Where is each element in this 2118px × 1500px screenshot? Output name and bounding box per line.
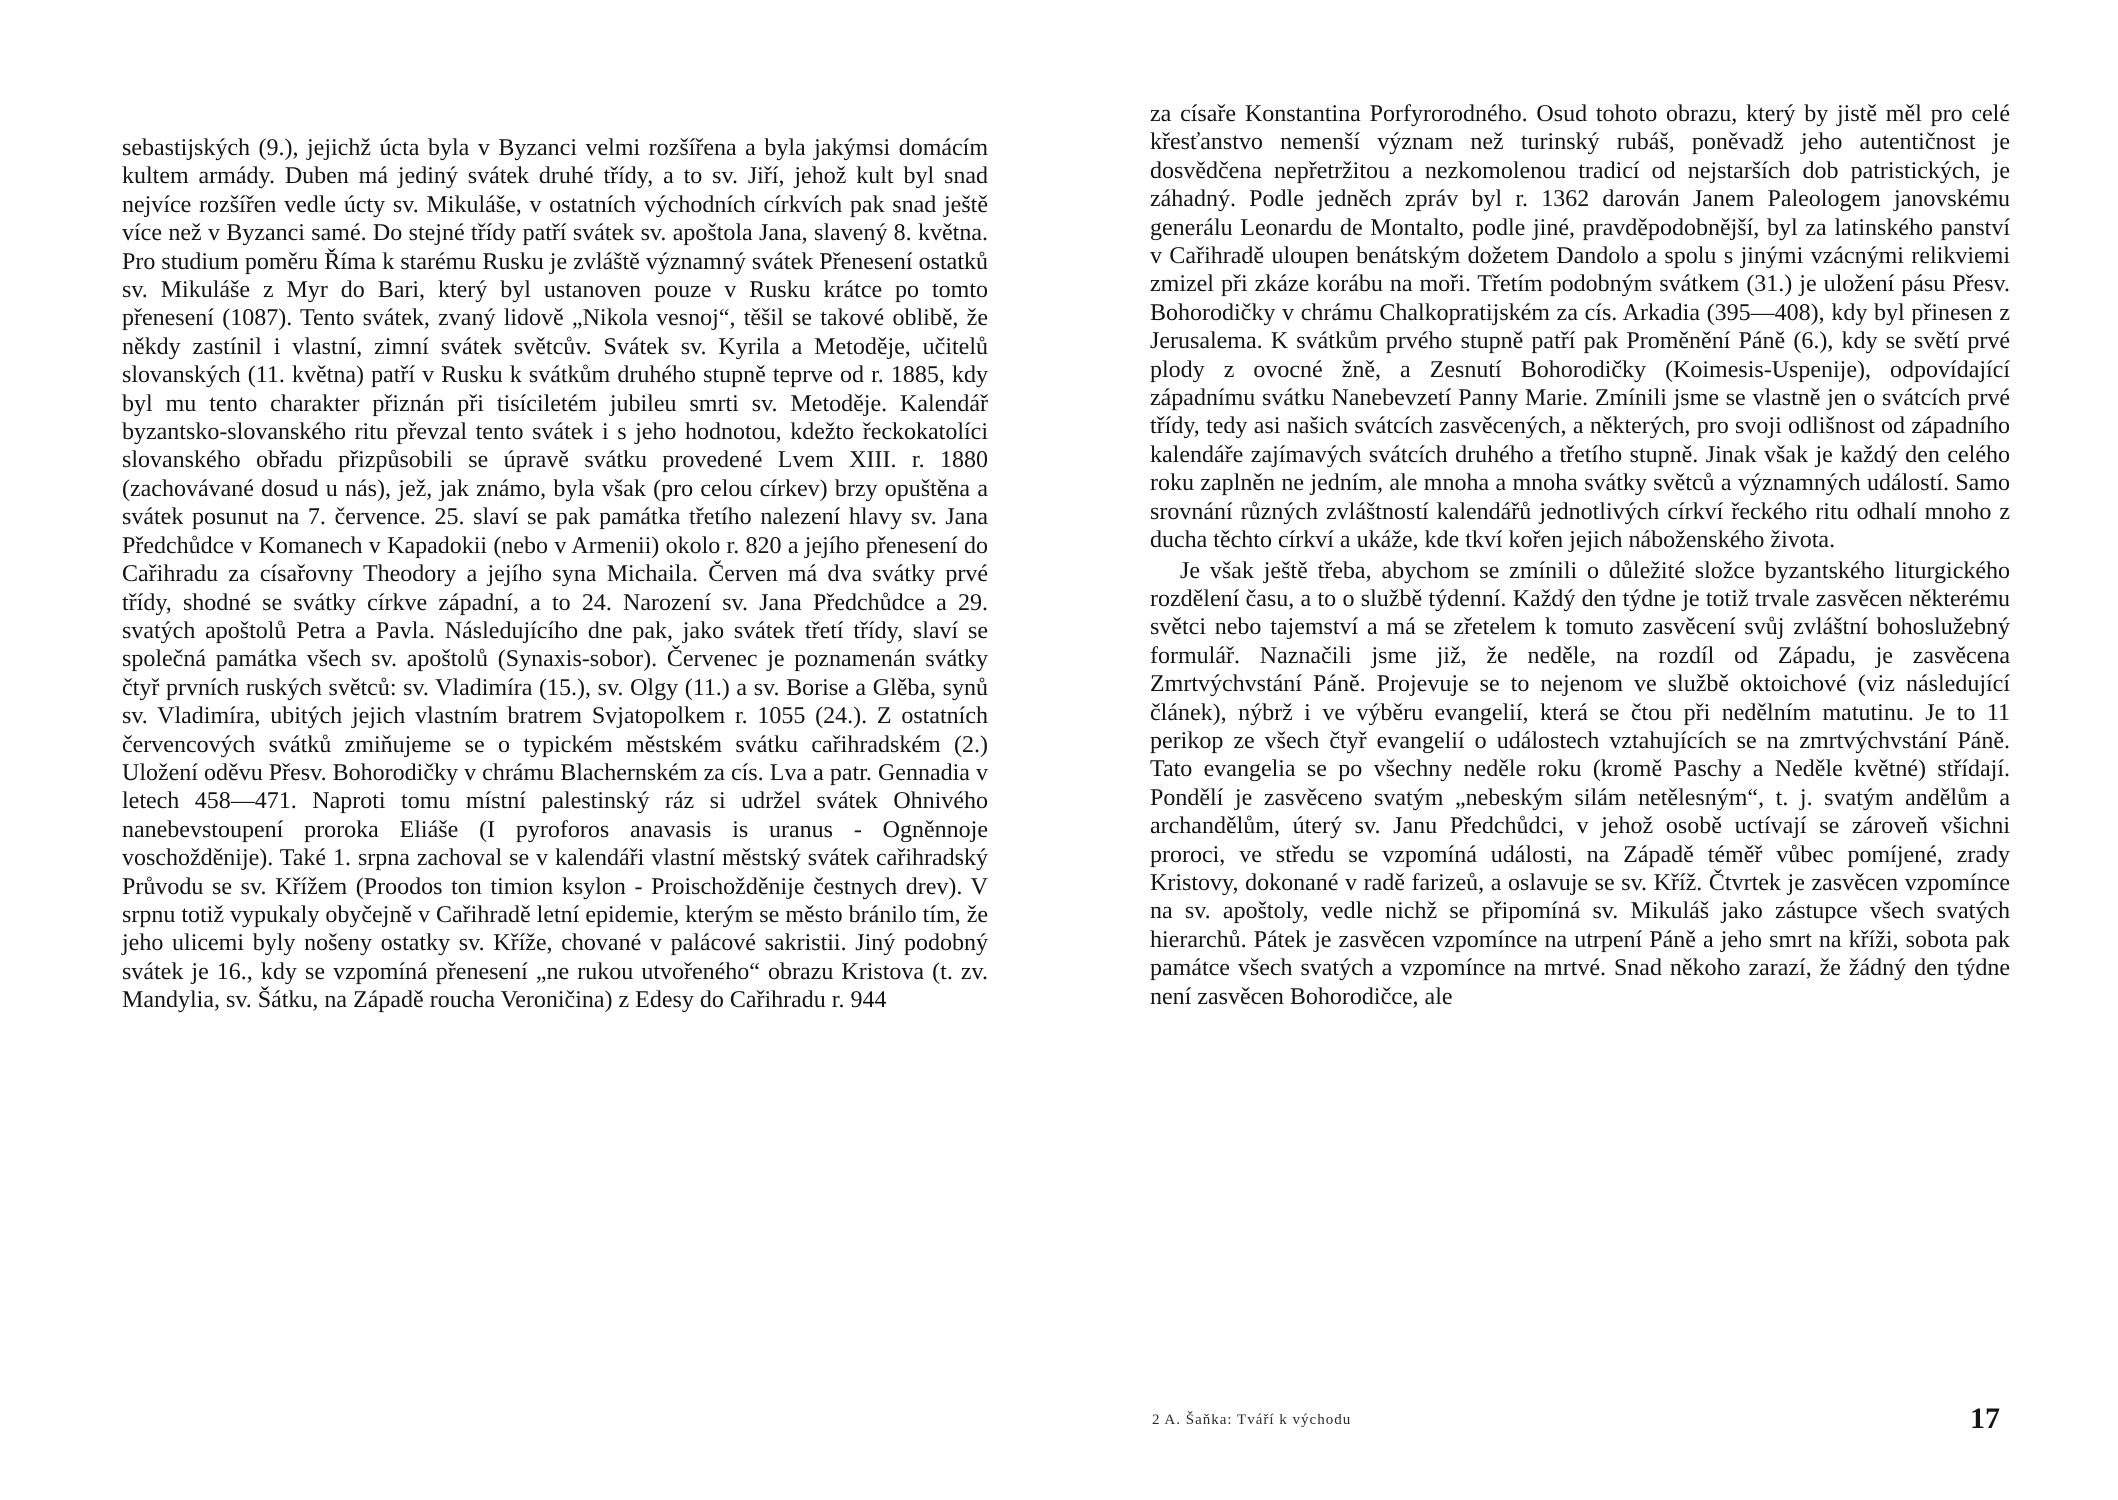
left-paragraph-1: sebastijských (9.), jejichž úcta byla v Byzanci velmi rozšířena a byla jakýmsi domácím kultem armády. Duben má jediný svátek druhé třídy, a to sv. Jiří, jehož kult byl snad nejvíce rozšířen vedle úcty sv. Mikuláše, v ostatních východních církvích pak snad ještě více než v Byzanci samé. Do stejné třídy patří svátek sv. apoštola Jana, slavený 8. května. Pro studium poměru Říma k starému Rusku je zvláště významný svátek Přenesení ostatků sv. Mikuláše z Myr do Bari, který byl ustanoven pouze v Rusku krátce po tomto přenesení (1087). Tento svátek, zvaný lidově „Nikola vesnoj“, těšil se takové oblibě, že někdy zastínil i vlastní, zimní svátek světcův. Svátek sv. Kyrila a Metoděje, učitelů slovanských (11. května) patří v Rusku k svátkům druhého stupně teprve od r. 1885, kdy byl mu tento charakter přiznán při tisíciletém jubileu smrti sv. Metoděje. Kalendář byzantsko-slovanského ritu převzal tento svátek i s jeho hodnotou, kdežto řeckokatolíci slovanského obřadu přizpůsobili se úpravě svátku provedené Lvem XIII. r. 1880 (zachovávané dosud u nás), jež, jak známo, byla však (pro celou církev) brzy opuštěna a svátek posunut na 7. července. 25. slaví se pak památka třetího nalezení hlavy sv. Jana Předchůdce v Komanech v Kapadokii (nebo v Armenii) okolo r. 820 a jejího přenesení do Cařihradu za císařovny Theodory a jejího syna Michaila. Červen má dva svátky prvé třídy, shodné se svátky církve západní, a to 24. Narození sv. Jana Předchůdce a 29. svatých apoštolů Petra a Pavla. Následujícího dne pak, jako svátek třetí třídy, slaví se společná památka všech sv. apoštolů (Synaxis-sobor). Červenec je poznamenán svátky čtyř prvních ruských světců: sv. Vladimíra (15.), sv. Olgy (11.) a sv. Borise a Glěba, synů sv. Vladimíra, ubitých jejich vlastním bratrem Svjatopolkem r. 1055 (24.). Z ostatních červencových svátků zmiňujeme se o typickém městském svátku cařihradském (2.) Uložení oděvu Přesv. Bohorodičky v chrámu Blachernském za cís. Lva a patr. Gennadia v letech 458—471. Naproti tomu místní palestinský ráz si udržel svátek Ohnivého nanebevstoupení proroka Eliáše (I pyroforos anavasis is uranus - Ogněnnoje voschožděnije). Také 1. srpna zachoval se v kalendáři vlastní městský svátek cařihradský Průvodu se sv. Křížem (Proodos ton timion ksylon - Proischožděnije čestnych drev). V srpnu totiž vypukaly obyčejně v Cařihradě letní epidemie, kterým se město bránilo tím, že jeho ulicemi byly nošeny ostatky sv. Kříže, chované v palácové sakristii. Jiný podobný svátek je 16., kdy se vzpomíná přenesení „ne rukou utvořeného“ obrazu Kristova (t. zv. Mandylia, sv. Šátku, na Západě roucha Veroničina) z Edesy do Cařihradu r. 944 <box>122 135 988 1014</box>
left-page-text <box>122 134 988 1015</box>
right-paragraph-2: Je však ještě třeba, abychom se zmínili o důležité složce byzantského liturgického rozdělení času, a to o službě týdenní. Každý den týdne je totiž trvale zasvěcen některému světci nebo tajemství a má se zřetelem k tomuto zasvěcení svůj zvláštní bohoslužebný formulář. Naznačili jsme již, že neděle, na rozdíl od Západu, je zasvěcena Zmrtvýchvstání Páně. Projevuje se to nejenom ve službě oktoichové (viz následující článek), nýbrž i ve výběru evangelií, která se čtou při nedělním matutinu. Je to 11 perikop ze všech čtyř evangelií o událostech vztahujících se na zmrtvýchvstání Páně. Tato evangelia se po všechny neděle roku (kromě Paschy a Neděle květné) střídají. Pondělí je zasvěceno svatým „nebeským silám netělesným“, t. j. svatým andělům a archandělům, úterý sv. Janu Předchůdci, v jehož osobě uctívají se zároveň všichni proroci, ve středu se vzpomíná události, na Západě téměř vůbec pomíjené, zrady Kristovy, dokonané v radě farizeů, a oslavuje se sv. Kříž. Čtvrtek je zasvěcen vzpomínce na sv. apoštoly, vedle nichž se připomíná sv. Mikuláš jako zástupce všech svatých hierarchů. Pátek je zasvěcen vzpomínce na utrpení Páně a jeho smrt na kříži, sobota pak památce všech svatých a vzpomínce na mrtvé. Snad někoho zarazí, že žádný den týdne není zasvěcen Bohorodičce, ale <box>1150 557 2010 1010</box>
page-number: 17 <box>1970 1402 2000 1435</box>
right-paragraph-1: za císaře Konstantina Porfyrorodného. Osud tohoto obrazu, který by jistě měl pro celé křesťanstvo nemenší význam než turinský rubáš, poněvadž jeho autentičnost je dosvědčena nepřetržitou a nezkomolenou tradicí od nejstarších dob patristických, je záhadný. Podle jedněch zpráv byl r. 1362 darován Janem Paleologem janovskému generálu Leonardu de Montalto, podle jiné, pravděpodobnější, byl za latinského panství v Cařihradě uloupen benátským dožetem Dandolo a spolu s jinými vzácnými relikviemi zmizel při zkáze korábu na moři. Třetím podobným svátkem (31.) je uložení pásu Přesv. Bohorodičky v chrámu Chalkopratijském za cís. Arkadia (395—408), kdy byl přinesen z Jerusalema. K svátkům prvého stupně patří pak Proměnění Páně (6.), kdy se světí prvé plody z ovocné žně, a Zesnutí Bohorodičky (Koimesis-Uspenije), odpovídající západnímu svátku Nanebevzetí Panny Marie. Zmínili jsme se vlastně jen o svátcích prvé třídy, tedy asi našich svátcích zasvěcených, a některých, pro svoji odlišnost od západního kalendáře zajímavých svátcích druhého a třetího stupně. Jinak však je každý den celého roku zaplněn ne jedním, ale mnoha a mnoha svátky světců a významných událostí. Samo srovnání různých zvláštností kalendářů jednotlivých církví řeckého ritu odhalí mnoho z ducha těchto církví a ukáže, kde tkví kořen jejich náboženského života. <box>1150 101 2010 554</box>
right-page-text <box>1150 100 2010 1011</box>
footer-signature: 2 A. Šaňka: Tváří k východu <box>1152 1412 1352 1428</box>
